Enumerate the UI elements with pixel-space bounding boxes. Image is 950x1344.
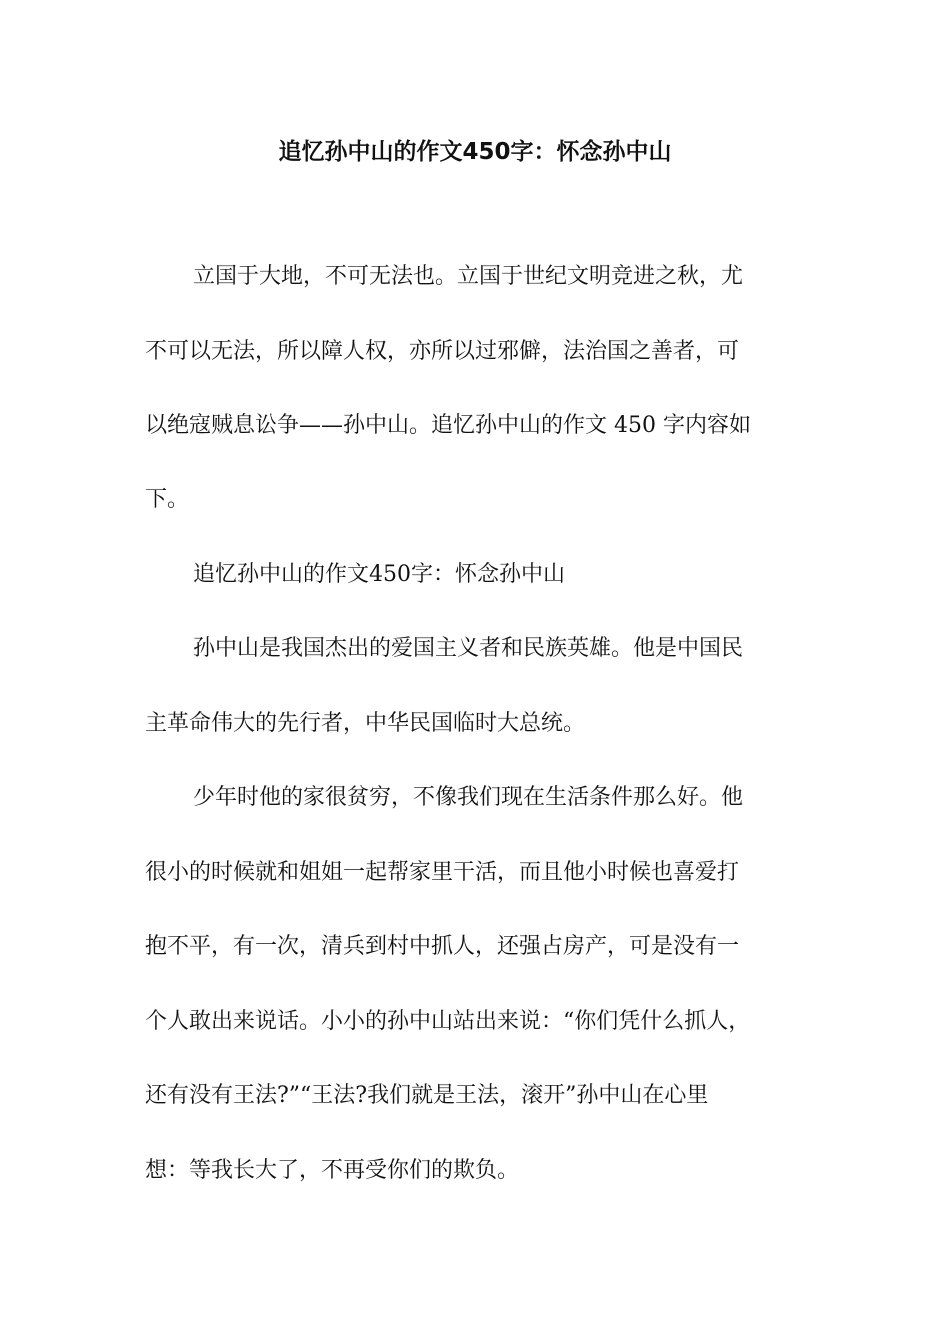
paragraph-line: 下。 [145,487,190,512]
paragraph-line: 很小的时候就和姐姐一起帮家里干活，而且他小时候也喜爱打 [145,860,740,885]
document-title: 追忆孙中山的作文450字：怀念孙中山 [278,139,672,165]
paragraph-line: 想：等我长大了，不再受你们的欺负。 [145,1158,520,1183]
paragraph-line: 少年时他的家很贫穷，不像我们现在生活条件那么好。他 [193,785,744,810]
paragraph-line: 抱不平，有一次，清兵到村中抓人，还强占房产，可是没有一 [145,934,740,959]
paragraph-line: 孙中山是我国杰出的爱国主义者和民族英雄。他是中国民 [193,636,744,661]
paragraph-line: 主革命伟大的先行者，中华民国临时大总统。 [145,711,586,736]
paragraph-line: 以绝寇贼息讼争——孙中山。追忆孙中山的作文 450 字内容如 [145,413,751,438]
paragraph-line: 还有没有王法?”“王法?我们就是王法，滚开”孙中山在心里 [145,1083,709,1108]
paragraph-line: 不可以无法，所以障人权，亦所以过邪僻，法治国之善者，可 [145,339,740,364]
section-subtitle: 追忆孙中山的作文450字：怀念孙中山 [193,562,565,587]
paragraph-line: 个人敢出来说话。小小的孙中山站出来说：“你们凭什么抓人， [145,1009,751,1034]
paragraph-line: 立国于大地，不可无法也。立国于世纪文明竞进之秋，尤 [193,264,744,289]
